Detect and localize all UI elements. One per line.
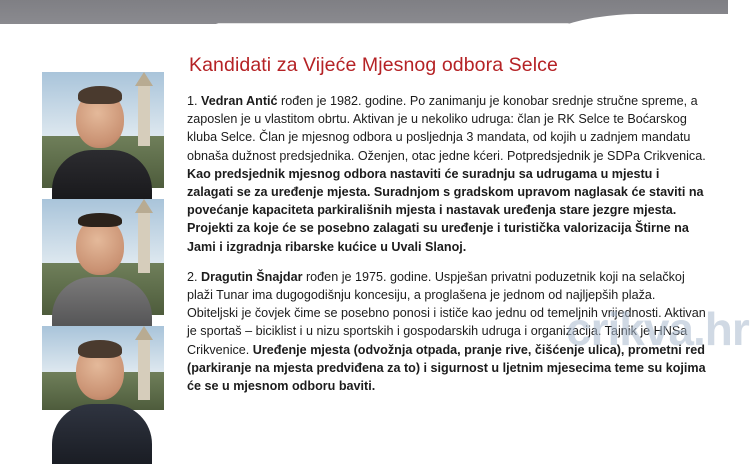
- candidate-photo-3: [42, 326, 164, 410]
- candidate-list: [187, 92, 707, 407]
- candidate-photo-1: [42, 72, 164, 188]
- candidate-program: Kao predsjednik mjesnog odbora nastaviti će suradnju sa udrugama u mjestu i zalagati se za uređenje mjesta. Suradnjom s gradskom upravom naglasak će staviti na povećanje kapaciteta parkirališnih mjesta i nastavak uređenja stare jezgre mjesta. Projekti za koje će se posebno zalagati su uređenje i turistička valorizacija Štirne na Jami i izgradnja ribarske kućice u Uvali Slanoj.: [187, 166, 704, 254]
- page-title: Kandidati za Vijeće Mjesnog odbora Selce: [189, 54, 558, 76]
- candidate-bio: rođen je 1982. godine. Po zanimanju je konobar srednje stručne spreme, a zaposlen je u vlastitom obrtu. Aktivan je u nekoliko udruga: član je RK Selce te Boćarskog kluba Selce. Član je mjesnog odbora u posljednja 3 mandata, od kojih u zadnjem mandatu obnaša dužnost predsjednika. Oženjen, otac jedne kćeri. Potpredsjednik je SDPa Crikvenica.: [187, 94, 706, 163]
- watermark-logo: crikva.hr: [566, 303, 749, 355]
- candidate-number: 2.: [187, 269, 198, 284]
- candidate-name: Vedran Antić: [201, 94, 278, 108]
- candidate-bio: rođen je 1975. godine. Uspješan privatni poduzetnik koji na selačkoj plaži Tunar ima dugogodišnju koncesiju, a proglašena je jednom od najljepših plaža. Obiteljski je čovjek čime se posebno ponosi i ističe kao jednu od temeljnih vrijednosti. Aktivan je sportaš – biciklist i u nizu sportskih i gospodarskih udruga i organizacija. Tajnik je HNSa Crikvenice.: [187, 269, 706, 357]
- candidate-name: Dragutin Šnajdar: [201, 269, 303, 284]
- candidate-photo-2: [42, 199, 164, 315]
- candidate-program: Uređenje mjesta (odvožnja otpada, pranje rive, čišćenje ulica), prometni red (parkiranje na mjesta predviđena za to) i sigurnost u ljetnim mjesecima teme su kojima će se u mjesnom odboru baviti.: [187, 342, 706, 394]
- candidate-number: 1.: [187, 94, 198, 108]
- candidate-entry-1: [187, 92, 707, 256]
